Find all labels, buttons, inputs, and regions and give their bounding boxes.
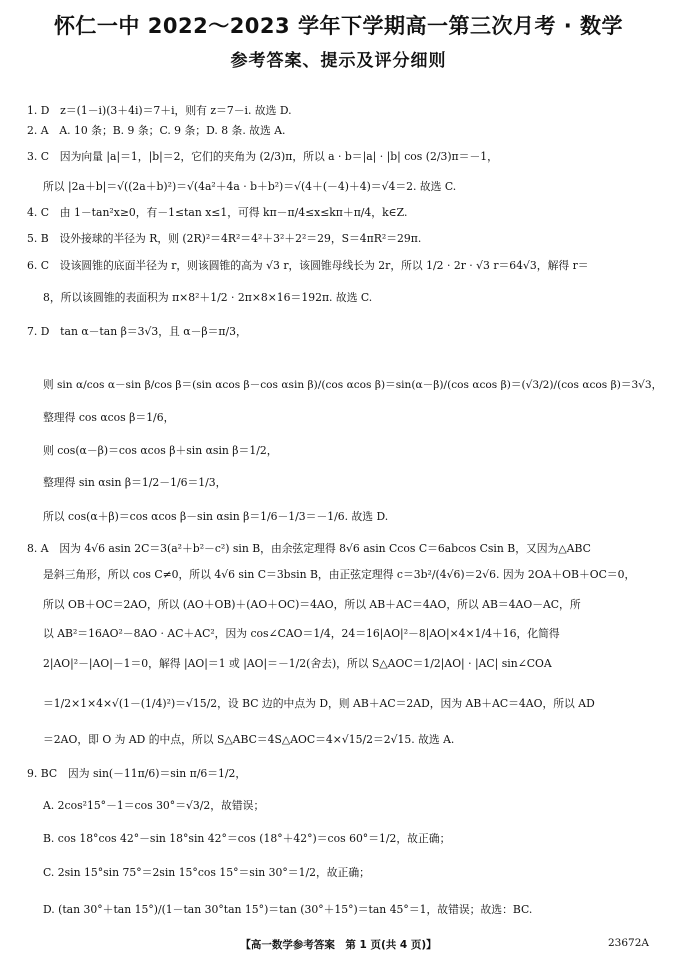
answer-line-7-step4: 整理得 sin αsin β＝1/2－1/6＝1/3， — [43, 476, 227, 489]
page-subtitle: 参考答案、提示及评分细则 — [230, 51, 447, 71]
answer-line-9-c: C. 2sin 15°sin 75°＝2sin 15°cos 15°＝sin 30°＝1/2，故正确； — [43, 866, 370, 879]
page-title: 怀仁一中 2022～2023 学年下学期高一第三次月考 · 数学 — [53, 14, 624, 38]
answer-line-7-step2: 整理得 cos αcos β＝1/6， — [43, 411, 175, 424]
answer-line-7-step1: 则 sin α/cos α－sin β/cos β＝(sin αcos β－cos αsin β)/(cos αcos β)＝sin(α－β)/(cos αcos β)＝(√3/2)/(cos αcos β)＝3√3， — [43, 379, 663, 391]
answer-line-6: 6. C 设该圆锥的底面半径为 r，则该圆锥的高为 √3 r，该圆锥母线长为 2r，所以 1/2 · 2r · √3 r＝64√3，解得 r＝ — [27, 259, 589, 272]
answer-line-8-cont2: 所以 OB＋OC＝2AO，所以 (AO＋OB)＋(AO＋OC)＝4AO，所以 AB＋AC＝4AO，所以 AB＝4AO－AC，所 — [43, 598, 581, 611]
answer-line-9-b: B. cos 18°cos 42°－sin 18°sin 42°＝cos (18°＋42°)＝cos 60°＝1/2，故正确； — [43, 832, 451, 845]
answer-line-9-a: A. 2cos²15°－1＝cos 30°＝√3/2，故错误； — [43, 799, 265, 812]
answer-line-3: 3. C 因为向量 |a|＝1，|b|＝2，它们的夹角为 (2/3)π，所以 a · b＝|a| · |b| cos (2/3)π＝－1， — [27, 150, 498, 163]
answer-line-8-cont5: ＝1/2×1×4×√(1－(1/4)²)＝√15/2，设 BC 边的中点为 D，则 AB＋AC＝2AD，因为 AB＋AC＝4AO，所以 AD — [43, 697, 595, 710]
answer-line-9: 9. BC 因为 sin(－11π/6)＝sin π/6＝1/2， — [27, 767, 247, 780]
answer-line-8: 8. A 因为 4√6 asin 2C＝3(a²＋b²－c²) sin B，由余弦定理得 8√6 asin Ccos C＝6abcos Csin B，又因为△ABC — [27, 542, 591, 555]
page-footer: 【高一数学参考答案 第 1 页(共 4 页)】 — [240, 939, 437, 951]
answer-line-2: 2. A A. 10 条；B. 9 条；C. 9 条；D. 8 条. 故选 A. — [27, 124, 286, 137]
answer-line-6-cont: 8，所以该圆锥的表面积为 π×8²＋1/2 · 2π×8×16＝192π. 故选 C. — [43, 291, 373, 304]
answer-line-7-step3: 则 cos(α－β)＝cos αcos β＋sin αsin β＝1/2， — [43, 444, 278, 457]
answer-line-8-cont6: ＝2AO，即 O 为 AD 的中点，所以 S△ABC＝4S△AOC＝4×√15/2＝2√15. 故选 A. — [43, 733, 455, 746]
answer-line-8-cont4: 2|AO|²－|AO|－1＝0，解得 |AO|＝1 或 |AO|＝－1/2(舍去)，所以 S△AOC＝1/2|AO| · |AC| sin∠COA — [43, 657, 552, 670]
answer-line-9-d: D. (tan 30°＋tan 15°)/(1－tan 30°tan 15°)＝tan (30°＋15°)＝tan 45°＝1，故错误；故选：BC. — [43, 903, 533, 916]
answer-line-7: 7. D tan α－tan β＝3√3，且 α－β＝π/3， — [27, 325, 247, 338]
answer-line-8-cont3: 以 AB²＝16AO²－8AO · AC＋AC²，因为 cos∠CAO＝1/4，24＝16|AO|²－8|AO|×4×1/4＋16，化简得 — [43, 627, 560, 640]
answer-line-8-cont1: 是斜三角形，所以 cos C≠0，所以 4√6 sin C＝3bsin B，由正弦定理得 c＝3b²/(4√6)＝2√6. 因为 2OA＋OB＋OC＝0， — [43, 568, 636, 581]
answer-line-7-step5: 所以 cos(α＋β)＝cos αcos β－sin αsin β＝1/6－1/3＝－1/6. 故选 D. — [43, 510, 389, 523]
answer-line-1: 1. D z＝(1－i)(3＋4i)＝7＋i，则有 z＝7－i. 故选 D. — [27, 104, 292, 117]
answer-line-3-cont: 所以 |2a＋b|＝√((2a＋b)²)＝√(4a²＋4a · b＋b²)＝√(4＋(－4)＋4)＝√4＝2. 故选 C. — [43, 180, 457, 193]
document-code: 23672A — [608, 937, 649, 949]
answer-line-4: 4. C 由 1－tan²x≥0，有－1≤tan x≤1，可得 kπ－π/4≤x≤kπ＋π/4，k∈Z. — [27, 206, 408, 219]
answer-line-5: 5. B 设外接球的半径为 R，则 (2R)²＝4R²＝4²＋3²＋2²＝29，S＝4πR²＝29π. — [27, 232, 422, 245]
